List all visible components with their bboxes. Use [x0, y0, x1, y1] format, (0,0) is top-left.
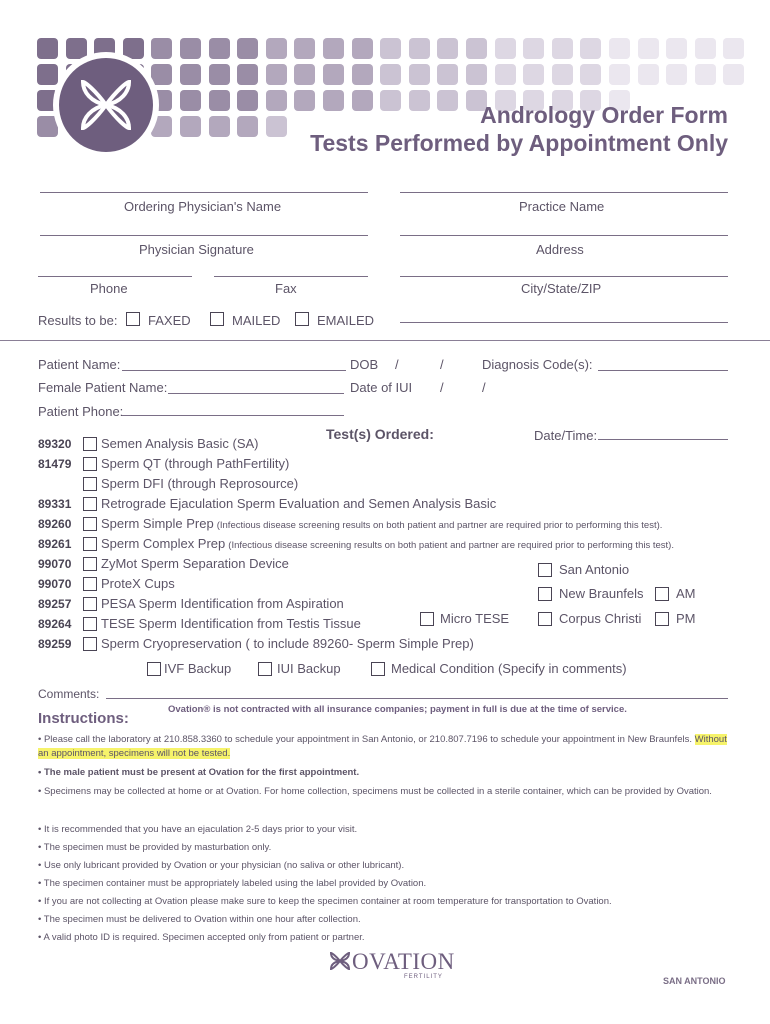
test-name: TESE Sperm Identification from Testis Tissue [101, 616, 361, 631]
city-state-zip-label: City/State/ZIP [521, 281, 602, 296]
section-divider [0, 340, 770, 341]
pm-label: PM [676, 611, 696, 626]
san-antonio-checkbox[interactable] [538, 563, 552, 577]
iui-backup-label: IUI Backup [277, 661, 341, 676]
female-patient-label: Female Patient Name: [38, 380, 168, 395]
test-name: Sperm DFI (through Reprosource) [101, 476, 299, 491]
instruction-item: • Please call the laboratory at 210.858.3360 to schedule your appointment in San Antonio, or 210.807.7196 to schedule your appointment in New Braunfels. Without an appointment, specimens will not be tested. [38, 734, 727, 759]
instruction-item: • The specimen must be delivered to Ovation within one hour after collection. [38, 914, 361, 925]
datetime-line[interactable] [598, 439, 728, 440]
test-code: 89320 [38, 437, 72, 451]
header-tile [638, 64, 659, 85]
test-checkbox[interactable] [83, 577, 97, 591]
header-tile [323, 38, 344, 59]
iui-slash: / [440, 380, 444, 395]
test-note: (Infectious disease screening results on both patient and partner are required prior to performing this test). [228, 540, 674, 551]
header-tile [409, 38, 430, 59]
test-label [101, 516, 662, 531]
test-name: Sperm QT (through PathFertility) [101, 456, 290, 471]
patient-phone-line[interactable] [122, 415, 344, 416]
phone-line[interactable] [38, 276, 192, 277]
test-name: Semen Analysis Basic (SA) [101, 436, 259, 451]
test-label [101, 636, 474, 651]
test-code: 81479 [38, 457, 72, 471]
comments-label: Comments: [38, 687, 100, 701]
header-tile [266, 116, 287, 137]
header-tile [237, 38, 258, 59]
test-code: 89259 [38, 637, 72, 651]
female-patient-line[interactable] [168, 393, 344, 394]
san-antonio-label: San Antonio [559, 562, 630, 577]
am-checkbox[interactable] [655, 587, 669, 601]
address-label: Address [536, 242, 584, 257]
test-checkbox[interactable] [83, 497, 97, 511]
test-label [101, 576, 175, 591]
tests-heading: Test(s) Ordered: [326, 426, 434, 442]
iui-slash: / [482, 380, 486, 395]
pm-checkbox[interactable] [655, 612, 669, 626]
datetime-label: Date/Time: [534, 428, 598, 443]
header-tile [723, 38, 744, 59]
header-tile [180, 64, 201, 85]
test-checkbox[interactable] [83, 477, 97, 491]
header-tile [266, 38, 287, 59]
patient-name-line[interactable] [122, 370, 346, 371]
address-line[interactable] [400, 235, 728, 236]
header-tile [666, 38, 687, 59]
micro-tese-checkbox[interactable] [420, 612, 434, 626]
test-checkbox[interactable] [83, 457, 97, 471]
new-braunfels-checkbox[interactable] [538, 587, 552, 601]
header-tile [552, 64, 573, 85]
instructions-heading: Instructions: [38, 710, 129, 727]
header-tile [380, 38, 401, 59]
mailed-checkbox[interactable] [210, 312, 224, 326]
test-name: ZyMot Sperm Separation Device [101, 556, 289, 571]
header-tile [151, 64, 172, 85]
city-state-zip-line[interactable] [400, 276, 728, 277]
instruction-item: • Specimens may be collected at home or at Ovation. For home collection, specimens must be collected in a sterile container, which can be provided by Ovation. [38, 786, 712, 797]
header-tile [638, 38, 659, 59]
test-checkbox[interactable] [83, 537, 97, 551]
header-tile [695, 64, 716, 85]
header-tile [609, 38, 630, 59]
diagnosis-label: Diagnosis Code(s): [482, 357, 593, 372]
test-note: (Infectious disease screening results on both patient and partner are required prior to performing this test). [216, 520, 663, 531]
header-tile [352, 64, 373, 85]
location-footer: SAN ANTONIO [663, 976, 726, 986]
header-tile [37, 64, 58, 85]
test-code: 89264 [38, 617, 72, 631]
header-tile [523, 38, 544, 59]
test-label [101, 476, 298, 491]
header-tile [437, 90, 458, 111]
insurance-note: Ovation® is not contracted with all insurance companies; payment in full is due at the time of service. [168, 704, 627, 715]
new-braunfels-label: New Braunfels [559, 586, 644, 601]
test-label [101, 536, 674, 551]
corpus-christi-checkbox[interactable] [538, 612, 552, 626]
results-label: Results to be: [38, 313, 118, 328]
test-name: ProteX Cups [101, 576, 175, 591]
test-code: 89257 [38, 597, 72, 611]
header-tile [495, 38, 516, 59]
test-name: Sperm Simple Prep [101, 516, 214, 531]
header-tile [437, 38, 458, 59]
header-tile [209, 116, 230, 137]
instruction-item: • Use only lubricant provided by Ovation or your physician (no saliva or other lubricant). [38, 860, 405, 871]
header-tile [352, 90, 373, 111]
test-checkbox[interactable] [83, 637, 97, 651]
ovation-footer-logo-icon [330, 948, 350, 979]
am-label: AM [676, 586, 696, 601]
header-tile [237, 64, 258, 85]
test-name: PESA Sperm Identification from Aspiration [101, 596, 344, 611]
ivf-backup-label: IVF Backup [164, 661, 232, 676]
ordering-physician-line[interactable] [40, 192, 368, 193]
header-tile [294, 64, 315, 85]
header-tile [380, 90, 401, 111]
ordering-physician-label: Ordering Physician's Name [124, 199, 282, 214]
signature-label: Physician Signature [139, 242, 254, 257]
test-checkbox[interactable] [83, 517, 97, 531]
test-code: 89261 [38, 537, 72, 551]
header-tile [695, 38, 716, 59]
patient-name-label: Patient Name: [38, 357, 121, 372]
instruction-item: • A valid photo ID is required. Specimen accepted only from patient or partner. [38, 932, 365, 943]
test-label [101, 436, 259, 451]
appointment-warning-highlight: Without an appointment, specimens will not be tested. [38, 734, 727, 759]
instruction-item: • The specimen must be provided by masturbation only. [38, 842, 272, 853]
header-tile [209, 38, 230, 59]
test-checkbox[interactable] [83, 557, 97, 571]
header-tile [380, 64, 401, 85]
instruction-item: • It is recommended that you have an ejaculation 2-5 days prior to your visit. [38, 824, 358, 835]
test-label [101, 496, 496, 511]
iui-backup-checkbox[interactable] [258, 662, 272, 676]
medical-condition-checkbox[interactable] [371, 662, 385, 676]
ivf-backup-checkbox[interactable] [147, 662, 161, 676]
test-label [101, 556, 289, 571]
header-tile [409, 64, 430, 85]
header-tile [723, 64, 744, 85]
test-name: Sperm Complex Prep [101, 536, 226, 551]
test-checkbox[interactable] [83, 597, 97, 611]
instruction-item: • The male patient must be present at Ovation for the first appointment. [38, 767, 360, 778]
faxed-label: FAXED [148, 313, 191, 328]
header-tile [266, 90, 287, 111]
signature-line[interactable] [40, 235, 368, 236]
header-tile [37, 38, 58, 59]
diagnosis-line[interactable] [598, 370, 728, 371]
emailed-label: EMAILED [317, 313, 375, 328]
test-name: Sperm Cryopreservation ( to include 89260- Sperm Simple Prep) [101, 636, 474, 651]
test-code: 89331 [38, 497, 72, 511]
patient-phone-label: Patient Phone: [38, 404, 124, 419]
dob-slash: / [395, 357, 399, 372]
dob-label: DOB [350, 357, 379, 372]
form-subtitle: Tests Performed by Appointment Only [310, 130, 728, 156]
corpus-christi-label: Corpus Christi [559, 611, 642, 626]
practice-name-line[interactable] [400, 192, 728, 193]
header-tile [580, 64, 601, 85]
header-tile [666, 64, 687, 85]
header-tile [466, 38, 487, 59]
dob-slash: / [440, 357, 444, 372]
header-tile [352, 38, 373, 59]
results-line[interactable] [400, 322, 728, 323]
header-tile [323, 64, 344, 85]
test-code: 99070 [38, 557, 72, 571]
instruction-item: • If you are not collecting at Ovation please make sure to keep the specimen container at room temperature for transportation to Ovation. [38, 896, 612, 907]
test-label [101, 596, 344, 611]
instruction-item: • The specimen container must be appropriately labeled using the label provided by Ovation. [38, 878, 427, 889]
test-checkbox[interactable] [83, 617, 97, 631]
header-tile [266, 64, 287, 85]
micro-tese-label: Micro TESE [440, 611, 510, 626]
test-code: 99070 [38, 577, 72, 591]
header-tile [237, 116, 258, 137]
ovation-brand-sub: FERTILITY [404, 974, 443, 980]
header-tile [237, 90, 258, 111]
header-tile [180, 90, 201, 111]
test-label [101, 616, 361, 631]
form-title: Andrology Order Form [480, 102, 728, 128]
header-tile [552, 38, 573, 59]
header-tile [323, 90, 344, 111]
ovation-flower-logo-icon [59, 58, 153, 152]
header-tile [151, 38, 172, 59]
header-tile [580, 38, 601, 59]
faxed-checkbox[interactable] [126, 312, 140, 326]
mailed-label: MAILED [232, 313, 281, 328]
header-tile [180, 116, 201, 137]
header-tile [294, 90, 315, 111]
header-tile [495, 64, 516, 85]
header-tile [523, 64, 544, 85]
test-label [101, 456, 289, 471]
test-checkbox[interactable] [83, 437, 97, 451]
ovation-brand: OVATION [352, 949, 455, 974]
header-tile [209, 64, 230, 85]
practice-name-label: Practice Name [519, 199, 605, 214]
header-tile [609, 64, 630, 85]
medical-condition-label: Medical Condition (Specify in comments) [391, 661, 627, 676]
test-name: Retrograde Ejaculation Sperm Evaluation and Semen Analysis Basic [101, 496, 497, 511]
emailed-checkbox[interactable] [295, 312, 309, 326]
comments-line[interactable] [106, 698, 728, 699]
header-tile [209, 90, 230, 111]
iui-date-label: Date of IUI [350, 380, 413, 395]
header-tile [437, 64, 458, 85]
header-tile [180, 38, 201, 59]
test-code: 89260 [38, 517, 72, 531]
header-tile [409, 90, 430, 111]
phone-label: Phone [90, 281, 128, 296]
fax-label: Fax [275, 281, 297, 296]
header-tile [466, 64, 487, 85]
fax-line[interactable] [214, 276, 368, 277]
header-tile [294, 38, 315, 59]
